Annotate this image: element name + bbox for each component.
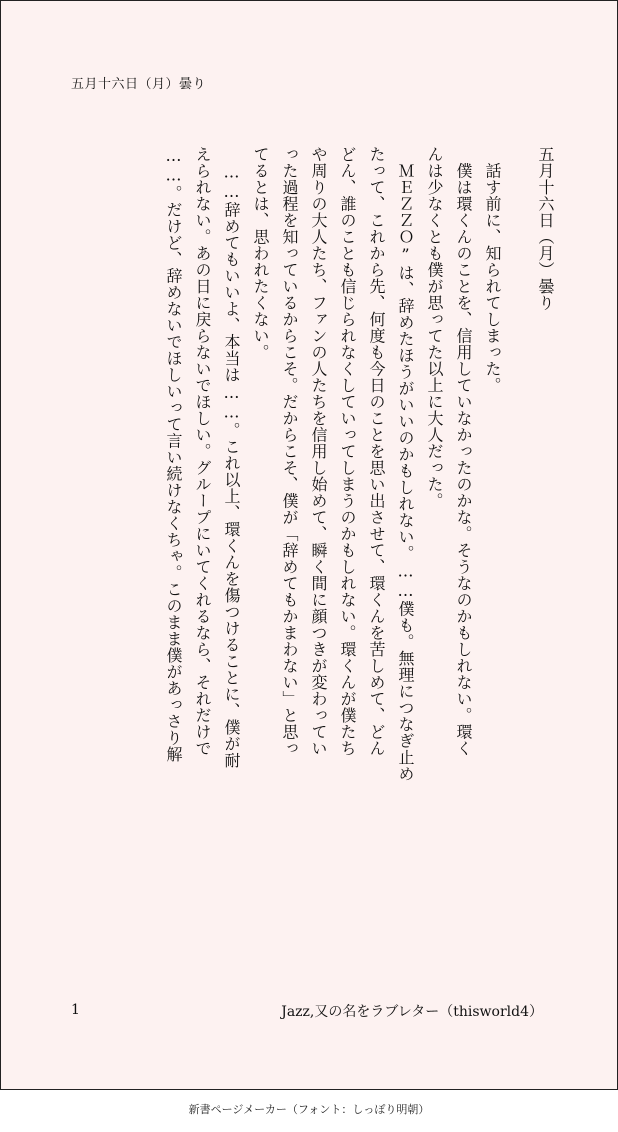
text-line-1: 話す前に、知られてしまった。 (483, 146, 502, 394)
text-line-9: てるとは、思われたくない。 (251, 146, 270, 361)
text-line-11: えられない。あの日に戻らないでほしい。グループにいてくれるなら、それだけで (193, 146, 212, 757)
running-header: 五月十六日（月）曇り (71, 77, 207, 92)
book-title-footer: Jazz,又の名をラブレター（thisworld4） (281, 1004, 543, 1020)
text-line-2: 僕は環くんのことを、信用していなかったのかな。そうなのかもしれない。環く (454, 146, 473, 757)
generator-credit: 新書ページメーカー（フォント：しっぽり明朝） (188, 1103, 430, 1116)
text-line-10: ……辞めてもいいよ、本当は……。これ以上、環くんを傷つけることに、僕が耐 (222, 146, 241, 769)
text-line-6: どん、誰のことも信じられなくしていってしまうのかもしれない。環くんが僕たち (338, 146, 357, 757)
vertical-text-body (65, 146, 561, 946)
text-line-4: ＭＥＺＺＯ”は、辞めたほうがいいのかもしれない。……僕も。無理につなぎ止め (396, 146, 415, 782)
text-line-8: った過程を知っているからこそ。だからこそ、僕が「辞めてもかまわない」と思っ (280, 146, 299, 757)
text-line-12: ……。だけど、辞めないでほしいって言い続けなくちゃ。このまま僕があっさり解 (164, 146, 183, 763)
page-number: 1 (71, 1002, 80, 1018)
text-line-7: や周りの大人たち、ファンの人たちを信用し始めて、瞬く間に顔つきが変わってい (309, 146, 328, 757)
chapter-title: 五月十六日（月）曇り (536, 146, 555, 311)
text-line-5: たって、これから先、何度も今日のことを思い出させて、環くんを苦しめて、どん (367, 146, 386, 757)
text-line-3: んは少なくとも僕が思ってた以上に大人だった。 (425, 146, 444, 509)
